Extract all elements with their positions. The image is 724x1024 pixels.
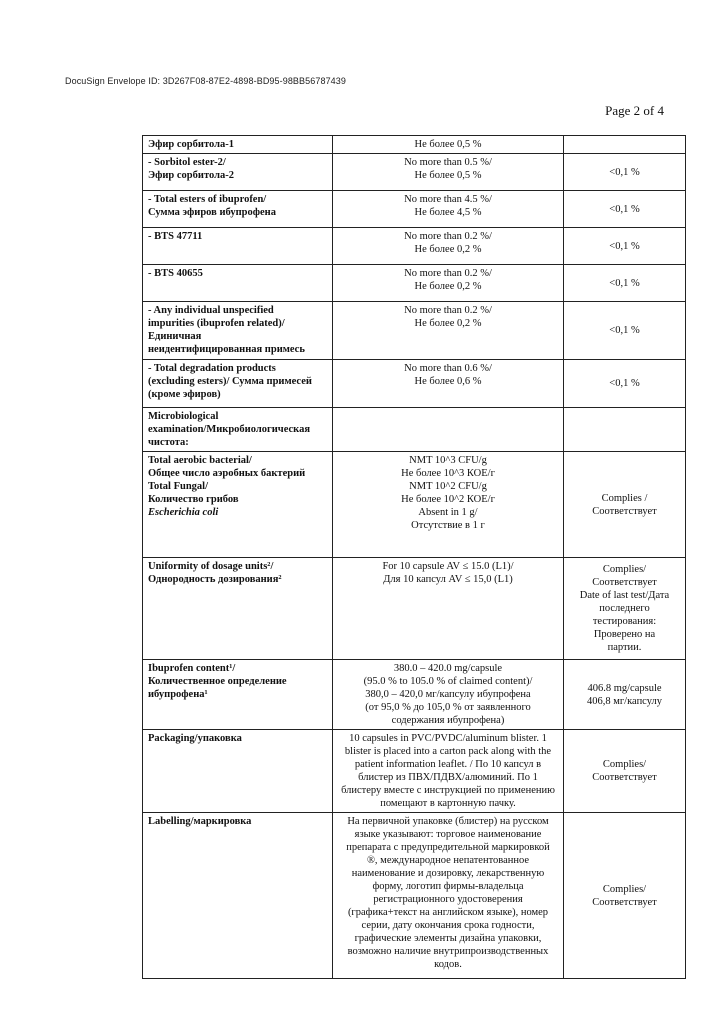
specification-line: Отсутствие в 1 г	[411, 520, 485, 531]
table-row	[143, 408, 686, 452]
result-line: <0,1 %	[609, 277, 640, 289]
specification-cell	[333, 302, 564, 360]
specification-line: серии, дату окончания срока годности,	[361, 920, 535, 931]
result-line: Соответствует	[592, 577, 657, 588]
specification-line: помещают в картонную пачку.	[380, 798, 516, 809]
result-cell	[564, 265, 686, 302]
specification-line: (95.0 % to 105.0 % of claimed content)/	[363, 676, 533, 687]
parameter-line: Total Fungal/	[148, 481, 209, 492]
result-line: 406.8 mg/capsule	[587, 682, 662, 694]
result-cell	[564, 408, 686, 452]
specification-line: регистрационного удостоверения	[373, 894, 523, 905]
parameter-line: Количество грибов	[148, 494, 239, 505]
specification-line: Не более 4,5 %	[414, 207, 482, 218]
specification-line: Не более 0,6 %	[414, 376, 482, 387]
specification-line: блистеру вместе с инструкцией по применению	[341, 785, 555, 796]
specification-cell	[333, 265, 564, 302]
parameter-cell	[143, 265, 333, 302]
parameter-line: examination/Микробиологическая	[148, 424, 310, 435]
specification-line: На первичной упаковке (блистер) на русском	[347, 816, 549, 827]
specification-line: patient information leaflet. / По 10 капсул в	[354, 759, 542, 770]
specification-line: возможно наличие внутрипроизводственных	[347, 946, 549, 957]
specification-line: 10 capsules in PVC/PVDC/aluminum blister. 1	[349, 733, 547, 744]
result-line: <0,1 %	[609, 203, 640, 215]
specification-line: форму, логотип фирмы-владельца	[372, 881, 524, 892]
table-row	[143, 452, 686, 558]
specification-line: Не более 0,2 %	[414, 281, 482, 292]
result-line: Complies /	[601, 492, 648, 504]
result-cell	[564, 660, 686, 730]
specification-line: blister is placed into a carton pack along with the	[344, 746, 552, 757]
specification-line: Не более 10^2 КОЕ/г	[401, 494, 495, 505]
specification-line: Не более 0,5 %	[414, 139, 482, 150]
table-row	[143, 191, 686, 228]
specification-line: No more than 0.2 %/	[404, 268, 492, 279]
result-line: <0,1 %	[609, 378, 640, 389]
parameter-cell	[143, 360, 333, 408]
specification-cell	[333, 452, 564, 558]
specification-line: блистер из ПВХ/ПДВХ/алюминий. По 1	[358, 772, 538, 783]
result-cell	[564, 452, 686, 558]
table-row	[143, 265, 686, 302]
parameter-cell	[143, 302, 333, 360]
specification-line: 380,0 – 420,0 мг/капсулу ибупрофена	[365, 689, 531, 700]
result-line: Проверено на	[593, 629, 656, 640]
specification-cell	[333, 558, 564, 660]
parameter-line: - Total esters of ibuprofen/	[148, 194, 267, 205]
parameter-line: Labelling/маркировка	[148, 816, 252, 827]
specification-line: ®, международное непатентованное	[366, 855, 530, 866]
result-line: <0,1 %	[609, 240, 640, 252]
result-line: Date of last test/Дата	[579, 590, 670, 601]
specification-line: No more than 0.6 %/	[404, 363, 492, 374]
specification-line: NMT 10^3 CFU/g	[409, 455, 487, 466]
result-cell	[564, 228, 686, 265]
table-row	[143, 660, 686, 730]
result-line: партии.	[607, 642, 642, 653]
result-cell	[564, 154, 686, 191]
parameter-line: Microbiological	[148, 411, 219, 422]
specification-line: NMT 10^2 CFU/g	[409, 481, 487, 492]
result-cell	[564, 302, 686, 360]
result-cell	[564, 558, 686, 660]
parameter-line: Сумма эфиров ибупрофена	[148, 207, 276, 218]
parameter-cell	[143, 813, 333, 979]
table-row	[143, 558, 686, 660]
specification-cell	[333, 154, 564, 191]
specification-line: 380.0 – 420.0 mg/capsule	[393, 663, 503, 674]
result-line: Соответствует	[592, 505, 657, 517]
parameter-line: - Total degradation products	[148, 363, 276, 374]
specification-cell	[333, 408, 564, 452]
specification-cell	[333, 730, 564, 813]
specification-line: наименование и дозировку, лекарственную	[351, 868, 545, 879]
parameter-cell	[143, 228, 333, 265]
parameter-cell	[143, 408, 333, 452]
table-row	[143, 813, 686, 979]
page-number: Page 2 of 4	[605, 103, 664, 118]
parameter-line: ибупрофена¹	[148, 689, 208, 700]
result-line: Complies/	[602, 759, 647, 770]
specification-line: No more than 0.2 %/	[404, 231, 492, 242]
specification-line: Не более 10^3 КОЕ/г	[401, 468, 495, 479]
result-line: 406,8 мг/капсулу	[586, 695, 662, 707]
specification-line: языке указывают: торговое наименование	[354, 829, 542, 840]
parameter-line: Эфир сорбитола-1	[148, 139, 234, 150]
parameter-line: - BTS 47711	[148, 231, 203, 242]
parameter-line: Однородность дозирования²	[148, 574, 282, 585]
result-line: Соответствует	[592, 896, 657, 908]
specification-cell	[333, 660, 564, 730]
result-cell	[564, 730, 686, 813]
result-line: <0,1 %	[609, 166, 640, 178]
specification-line: Не более 0,2 %	[414, 244, 482, 255]
table-row	[143, 730, 686, 813]
parameter-line: Escherichia coli	[148, 507, 219, 518]
table-row	[143, 302, 686, 360]
parameter-cell	[143, 452, 333, 558]
parameter-line: чистота:	[148, 437, 189, 448]
table-row	[143, 136, 686, 154]
result-cell	[564, 813, 686, 979]
specification-line: кодов.	[434, 959, 462, 970]
specification-line: Не более 0,5 %	[414, 170, 482, 181]
parameter-line: Ibuprofen content¹/	[148, 663, 236, 674]
specification-line: (от 95,0 % до 105,0 % от заявленного	[365, 702, 531, 713]
parameter-cell	[143, 191, 333, 228]
table-row	[143, 360, 686, 408]
parameter-line: (excluding esters)/ Сумма примесей	[148, 376, 312, 387]
specification-line: препарата с предупредительной маркировкой	[346, 842, 550, 853]
parameter-line: Uniformity of dosage units²/	[148, 561, 274, 572]
specification-line: графические элементы дизайна упаковки,	[354, 933, 542, 944]
specification-line: No more than 0.5 %/	[404, 157, 492, 168]
parameter-cell	[143, 558, 333, 660]
specification-cell	[333, 228, 564, 265]
result-line: Complies/	[602, 564, 647, 575]
docusign-envelope-id: DocuSign Envelope ID: 3D267F08-87E2-4898-BD95-98BB56787439	[65, 76, 346, 86]
specification-line: Absent in 1 g/	[418, 507, 478, 518]
parameter-line: Packaging/упаковка	[148, 733, 242, 744]
result-cell	[564, 360, 686, 408]
parameter-line: Эфир сорбитола-2	[148, 170, 234, 181]
result-line: тестирования:	[592, 616, 657, 627]
parameter-line: - Sorbitol ester-2/	[148, 157, 226, 168]
test-results-table	[142, 135, 686, 979]
specification-cell	[333, 813, 564, 979]
result-line: <0,1 %	[609, 325, 640, 336]
parameter-cell	[143, 730, 333, 813]
parameter-line: Общее число аэробных бактерий	[148, 468, 306, 479]
parameter-line: Количественное определение	[148, 676, 287, 687]
parameter-cell	[143, 660, 333, 730]
specification-line: For 10 capsule AV ≤ 15.0 (L1)/	[382, 561, 514, 572]
parameter-line: - Any individual unspecified	[148, 305, 274, 316]
result-line: Complies/	[602, 883, 647, 895]
specification-line: (графика+текст на английском языке), номер	[347, 907, 549, 918]
table-body	[143, 136, 686, 979]
specification-line: No more than 4.5 %/	[404, 194, 492, 205]
specification-cell	[333, 191, 564, 228]
parameter-cell	[143, 136, 333, 154]
parameter-line: (кроме эфиров)	[148, 389, 221, 400]
parameter-line: impurities (ibuprofen related)/	[148, 318, 285, 329]
parameter-line: - BTS 40655	[148, 268, 203, 279]
table-row	[143, 154, 686, 191]
parameter-line: Total aerobic bacterial/	[148, 455, 252, 466]
parameter-line: неидентифицированная примесь	[148, 344, 305, 355]
parameter-cell	[143, 154, 333, 191]
result-line: Соответствует	[592, 772, 657, 783]
specification-line: Для 10 капсул AV ≤ 15,0 (L1)	[383, 574, 513, 585]
parameter-line: Единичная	[148, 331, 202, 342]
specification-line: No more than 0.2 %/	[404, 305, 492, 316]
specification-cell	[333, 136, 564, 154]
specification-line: Не более 0,2 %	[414, 318, 482, 329]
specification-line: содержания ибупрофена)	[391, 715, 505, 726]
specification-cell	[333, 360, 564, 408]
table-row	[143, 228, 686, 265]
result-cell	[564, 136, 686, 154]
result-line: последнего	[599, 603, 650, 614]
result-cell	[564, 191, 686, 228]
